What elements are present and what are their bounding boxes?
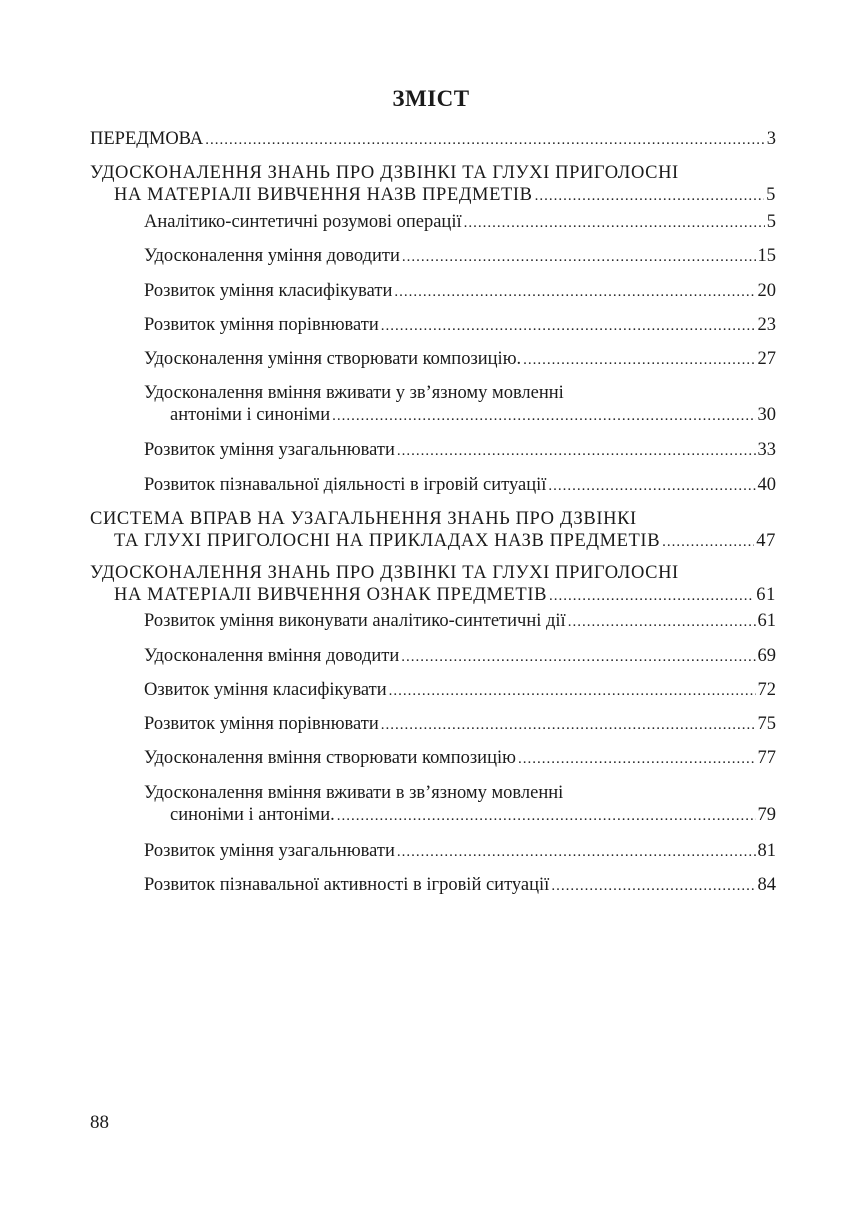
toc-item [144, 382, 776, 427]
toc-leader-dots [389, 680, 756, 702]
toc-label: Розвиток уміння класифікувати [144, 281, 393, 301]
toc-item [144, 348, 776, 371]
toc-page-number: 5 [766, 185, 776, 205]
toc-page-number: 75 [757, 714, 776, 734]
toc-leader-dots [662, 531, 754, 553]
toc-section-title-line1: СИСТЕМА ВПРАВ НА УЗАГАЛЬНЕННЯ ЗНАНЬ ПРО ДЗВІНКІ [90, 509, 637, 529]
toc-leader-dots [549, 585, 754, 607]
toc-page-number: 77 [757, 748, 776, 768]
toc-label: ПЕРЕДМОВА [90, 129, 204, 149]
toc-label: Удосконалення уміння доводити [144, 246, 400, 266]
toc-leader-dots [205, 129, 765, 151]
toc-leader-dots [402, 246, 756, 268]
toc-page-number: 20 [757, 281, 776, 301]
toc-item [144, 211, 776, 234]
toc-page-number: 3 [766, 129, 776, 149]
toc-label: Розвиток уміння узагальнювати [144, 841, 395, 861]
toc-label: Удосконалення вміння вживати в зв’язному мовленні [144, 783, 564, 803]
toc-section-title-line1: УДОСКОНАЛЕННЯ ЗНАНЬ ПРО ДЗВІНКІ ТА ГЛУХІ ПРИГОЛОСНІ [90, 163, 679, 183]
toc-leader-dots [332, 405, 755, 427]
toc-section-1 [90, 162, 776, 207]
toc-page-number: 81 [757, 841, 776, 861]
toc-item [144, 840, 776, 863]
toc-item [144, 439, 776, 462]
toc-item [144, 314, 776, 337]
toc-item [144, 474, 776, 497]
toc-leader-dots [535, 185, 765, 207]
toc-leader-dots [401, 646, 755, 668]
toc-section-3 [90, 562, 776, 607]
toc-section-title-line1: УДОСКОНАЛЕННЯ ЗНАНЬ ПРО ДЗВІНКІ ТА ГЛУХІ ПРИГОЛОСНІ [90, 563, 679, 583]
toc-page-number: 61 [757, 611, 776, 631]
toc-label: Розвиток уміння порівнювати [144, 315, 379, 335]
toc-leader-dots [551, 875, 755, 897]
toc-leader-dots [381, 714, 756, 736]
toc-page-number: 69 [757, 646, 776, 666]
toc-label: Розвиток уміння порівнювати [144, 714, 379, 734]
toc-item [144, 782, 776, 827]
toc-label: Удосконалення уміння створювати композицію. [144, 349, 522, 369]
toc-page-number: 84 [757, 875, 776, 895]
toc-label: Розвиток уміння узагальнювати [144, 440, 395, 460]
toc-section-2 [90, 508, 776, 553]
toc-page-number: 40 [757, 475, 776, 495]
toc-leader-dots [397, 440, 756, 462]
toc-leader-dots [381, 315, 756, 337]
toc-label: Розвиток пізнавальної активності в ігровій ситуації [144, 875, 550, 895]
toc-item [144, 245, 776, 268]
toc-leader-dots [518, 748, 756, 770]
toc-page-number: 23 [757, 315, 776, 335]
toc-leader-dots [394, 281, 755, 303]
toc-leader-dots [523, 349, 755, 371]
toc-leader-dots [397, 841, 756, 863]
toc-section-title-line2: ТА ГЛУХІ ПРИГОЛОСНІ НА ПРИКЛАДАХ НАЗВ ПРЕДМЕТІВ [114, 531, 661, 551]
toc-page-number: 33 [757, 440, 776, 460]
toc-label: Удосконалення вміння вживати у зв’язному мовленні [144, 383, 564, 403]
toc-page-number: 27 [757, 349, 776, 369]
toc-page-number: 15 [757, 246, 776, 266]
toc-page-number: 30 [757, 405, 776, 425]
toc-page-number: 72 [757, 680, 776, 700]
toc-item [144, 679, 776, 702]
toc-item [144, 610, 776, 633]
toc-label: Удосконалення вміння доводити [144, 646, 400, 666]
toc-label: Озвиток уміння класифікувати [144, 680, 387, 700]
page-number: 88 [90, 1112, 109, 1133]
toc-label: Аналітико-синтетичні розумові операції [144, 212, 462, 232]
toc-page-number: 47 [756, 531, 776, 551]
toc-page-number: 5 [766, 212, 776, 232]
toc-label-continued: синоніми і антоніми. [170, 805, 335, 825]
toc-item [144, 874, 776, 897]
toc-section-title-line2: НА МАТЕРІАЛІ ВИВЧЕННЯ ОЗНАК ПРЕДМЕТІВ [114, 585, 548, 605]
toc-item [144, 645, 776, 668]
toc-label: Розвиток уміння виконувати аналітико-синтетичні дії [144, 611, 566, 631]
toc-label-continued: антоніми і синоніми [170, 405, 331, 425]
toc-leader-dots [464, 212, 765, 234]
toc-item [144, 280, 776, 303]
toc-entry-preface [90, 128, 776, 151]
toc-leader-dots [568, 611, 756, 633]
toc-leader-dots [548, 475, 755, 497]
toc-item [144, 713, 776, 736]
toc-label: Удосконалення вміння створювати композицію [144, 748, 516, 768]
toc-label: Розвиток пізнавальної діяльності в ігровій ситуації [144, 475, 547, 495]
toc-section-title-line2: НА МАТЕРІАЛІ ВИВЧЕННЯ НАЗВ ПРЕДМЕТІВ [114, 185, 533, 205]
page-title: ЗМІСТ [392, 86, 470, 111]
toc-leader-dots [337, 805, 756, 827]
toc-item [144, 747, 776, 770]
toc-page-number: 79 [757, 805, 776, 825]
toc-page-number: 61 [756, 585, 776, 605]
